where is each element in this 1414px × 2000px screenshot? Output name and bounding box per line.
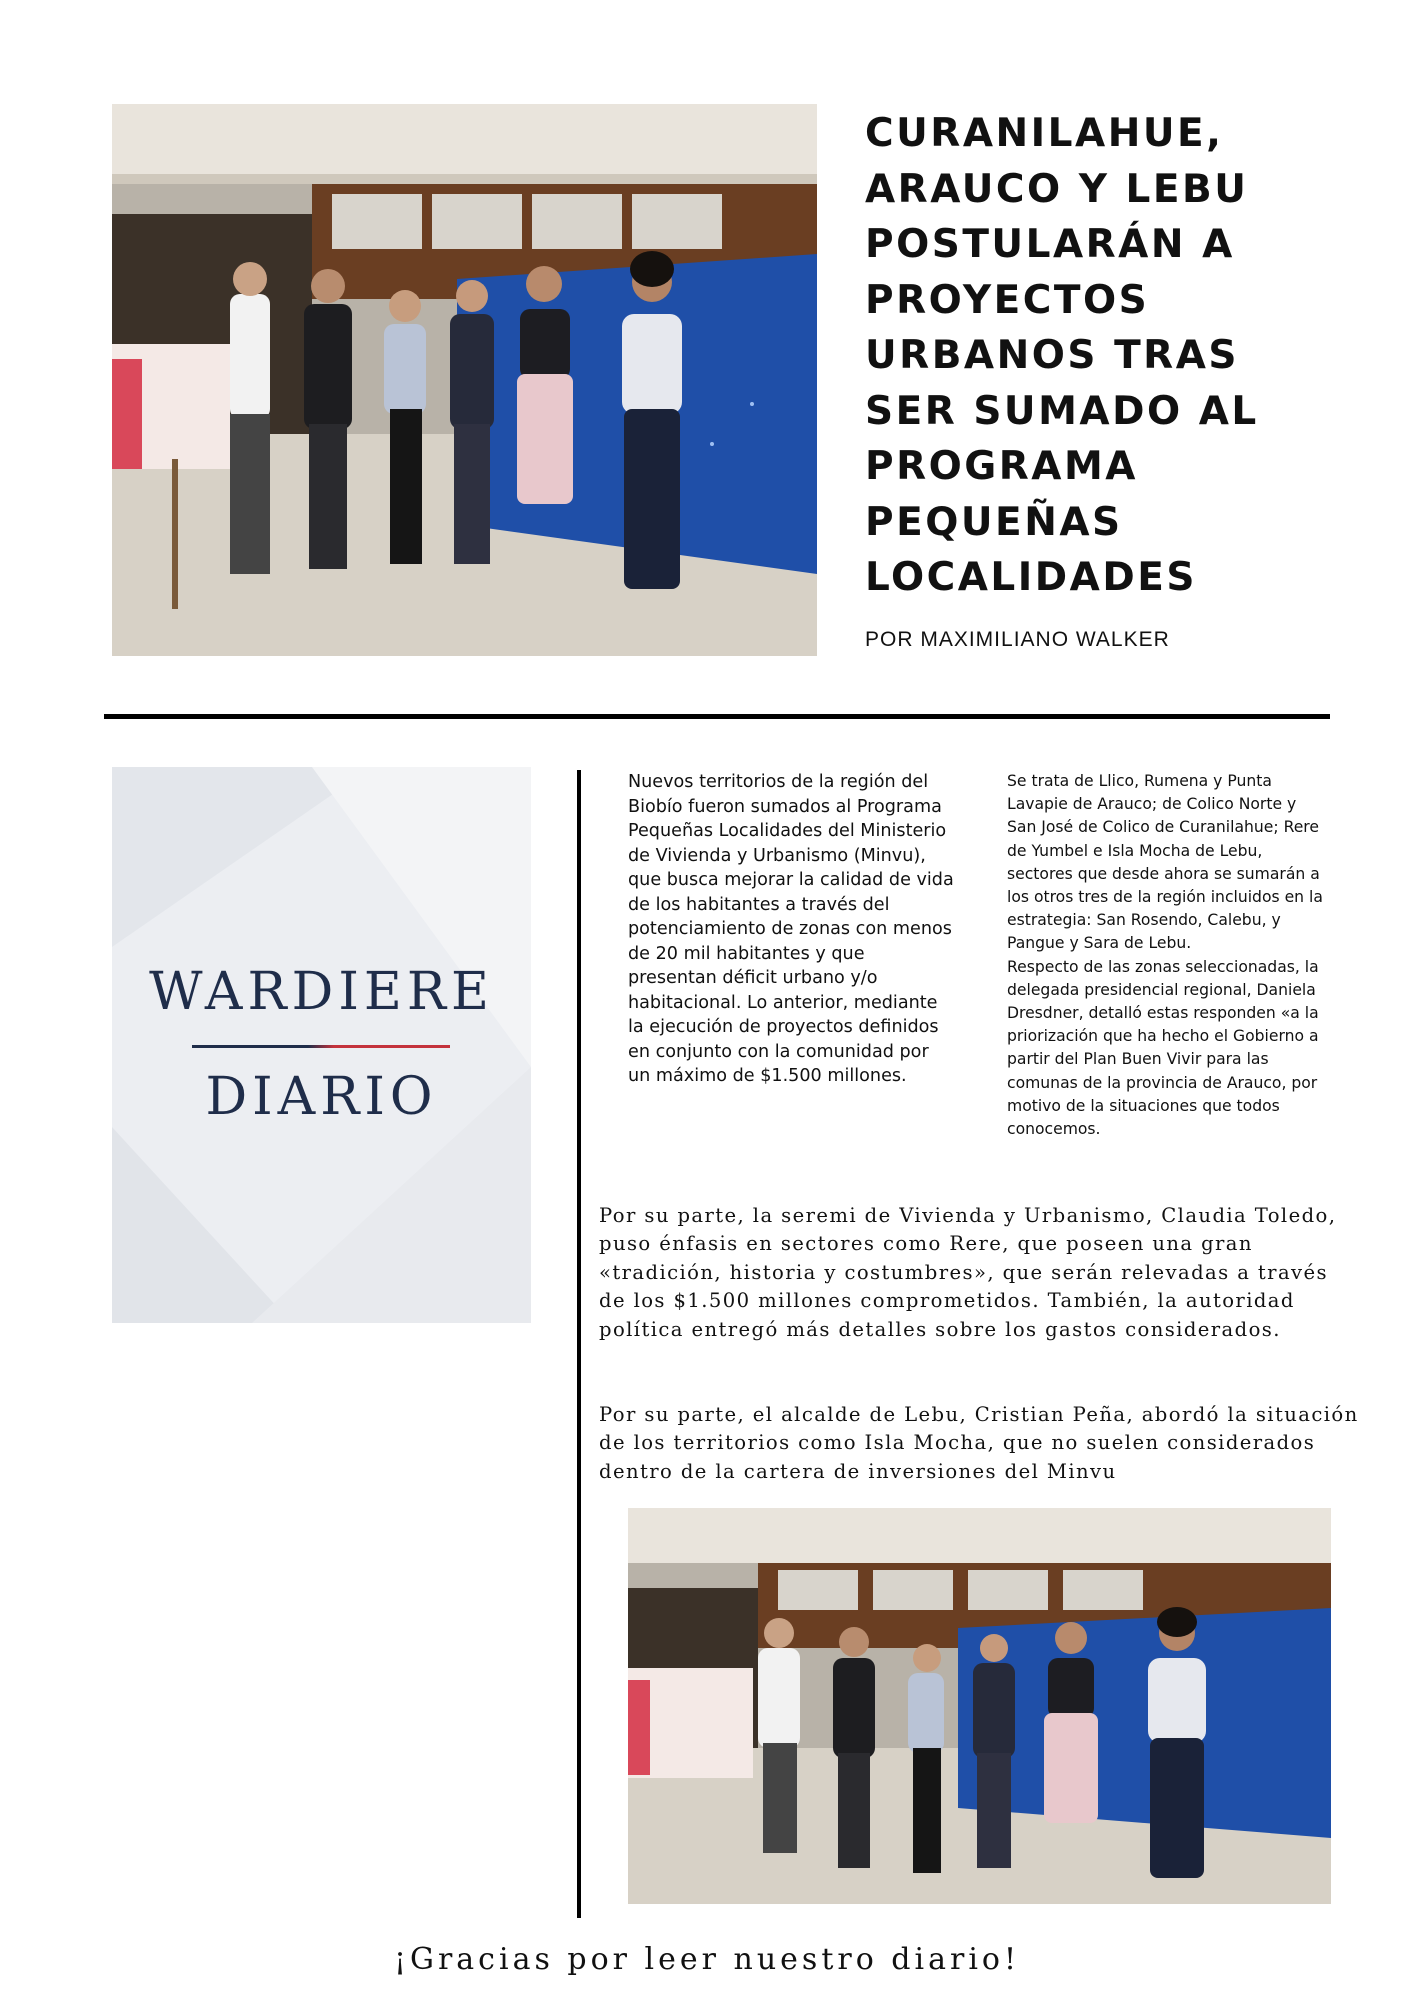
horizontal-divider [104,714,1330,719]
column-2-paragraph-2: Respecto de las zonas seleccionadas, la delegada presidencial regional, Daniela Dresdner, detalló estas responden «a la priorización que ha hecho el Gobierno a partir del Plan Buen Vivir para las comunas de la provincia de Arauco, por motivo de la situaciones que todos conocemos. [1007,957,1319,1139]
article-column-1: Nuevos territorios de la región del Biobío fueron sumados al Programa Pequeñas Localidades del Ministerio de Vivienda y Urbanismo (Minvu), que busca mejorar la calidad de vida de los habitantes a través del potenciamiento de zonas con menos de 20 mil habitantes y que presentan déficit urbano y/o habitacional. Lo anterior, mediante la ejecución de proyectos definidos en conjunto con la comunidad por un máximo de $1.500 millones. [628,772,954,1086]
logo-divider-line [192,1045,450,1048]
logo-wordmark-top: WARDIERE [149,962,494,1022]
group-photo-illustration [112,104,817,656]
article-paragraph-2: Por su parte, el alcalde de Lebu, Cristian Peña, abordó la situación de los territorios como Isla Mocha, que no suelen considerados dentro de la cartera de inversiones del Minvu [599,1403,1359,1483]
article-paragraph-1: Por su parte, la seremi de Vivienda y Urbanismo, Claudia Toledo, puso énfasis en sectores como Rere, que poseen una gran «tradición, historia y costumbres», que serán relevadas a través de los $1.500 millones comprometidos. También, la autoridad política entregó más detalles sobre los gastos considerados. [599,1204,1337,1341]
top-photo [112,104,817,656]
logo-wordmark-bottom: DIARIO [205,1067,438,1127]
newspaper-logo [112,767,531,1323]
vertical-divider [577,770,581,1918]
column-2-paragraph-1: Se trata de Llico, Rumena y Punta Lavapie de Arauco; de Colico Norte y San José de Colico de Curanilahue; Rere de Yumbel e Isla Mocha de Lebu, sectores que desde ahora se sumarán a los otros tres de la región incluidos en la estrategia: San Rosendo, Calebu, y Pangue y Sara de Lebu. [1007,772,1323,953]
bottom-photo [628,1508,1331,1904]
footer-thanks: ¡Gracias por leer nuestro diario! [393,1942,1021,1977]
article-column-2 [1007,770,1327,1141]
article-headline: CURANILAHUE, ARAUCO Y LEBU POSTULARÁN A PROYECTOS URBANOS TRAS SER SUMADO AL PROGRAMA PEQUEÑAS LOCALIDADES [865,111,1259,600]
article-byline: POR MAXIMILIANO WALKER [865,628,1170,651]
group-photo-illustration [628,1508,1331,1904]
